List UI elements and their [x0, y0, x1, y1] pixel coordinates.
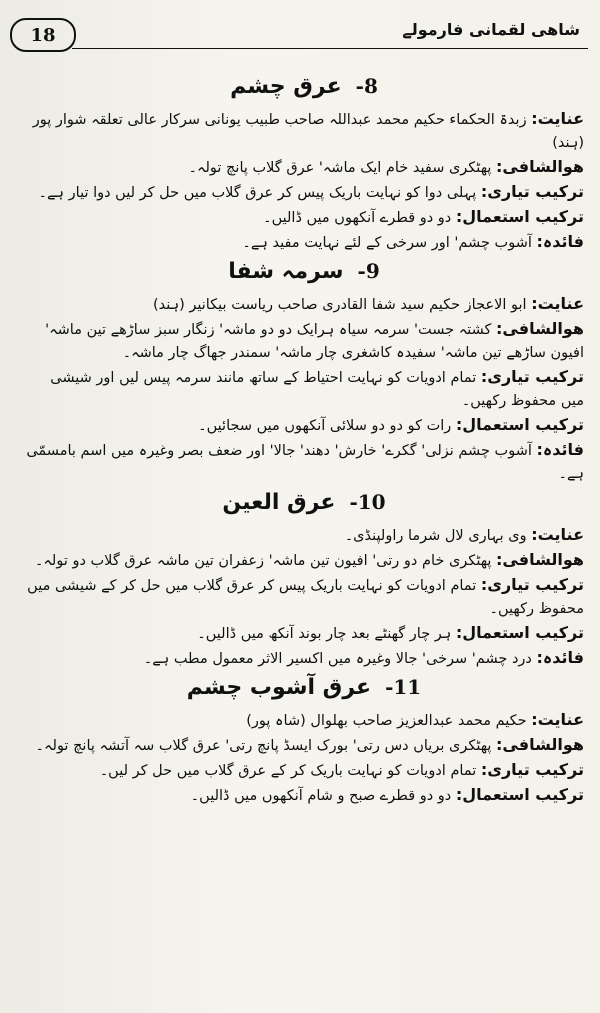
recipe-title: سرمہ شفا	[228, 259, 344, 284]
page-content	[24, 70, 584, 1003]
istemal-text: ہر چار گھنٹے بعد چار بوند آنکھ میں ڈالیں۔	[197, 626, 452, 642]
tarkeeb-text: تمام ادویات کو نہایت باریک کر کے عرق گلاب میں حل کر لیں۔	[99, 763, 477, 779]
hualshafi-label: هوالشافی:	[496, 157, 584, 176]
tarkeeb-label: ترکیب تیاری:	[480, 182, 584, 201]
recipe-number: 8-	[355, 74, 378, 98]
recipe-section	[24, 74, 584, 255]
faida-line	[24, 230, 584, 255]
hualshafi-text: پھٹکری خام دو رتی' افیون تین ماشہ' زعفران تین ماشہ عرق گلاب دو تولہ۔	[34, 553, 492, 569]
faida-line	[24, 646, 584, 671]
hualshafi-line	[24, 733, 584, 758]
faida-label: فائدہ:	[536, 648, 584, 667]
hualshafi-label: هوالشافی:	[496, 550, 584, 569]
hualshafi-label: هوالشافی:	[496, 319, 584, 338]
recipe-number: 11-	[385, 675, 422, 699]
inayat-text: حکیم محمد عبدالعزیز صاحب بھلوال (شاہ پور)	[246, 713, 527, 729]
hualshafi-line	[24, 155, 584, 180]
page-number: 18	[10, 18, 76, 52]
faida-text: درد چشم' سرخی' جالا وغیرہ میں اکسیر الاثر معمول مطب ہے۔	[143, 651, 532, 667]
recipe-heading	[24, 259, 584, 284]
hualshafi-text: پھٹکری سفید خام ایک ماشہ' عرق گلاب پانچ تولہ۔	[188, 160, 492, 176]
tarkeeb-text: تمام ادویات کو نہایت باریک پیس کر عرق گلاب میں حل کر کے شیشی میں محفوظ رکھیں۔	[27, 578, 584, 617]
hualshafi-text: پھٹکری بریاں دس رتی' بورک ایسڈ پانچ رتی' عرق گلاب سہ آتشہ پانچ تولہ۔	[35, 738, 492, 754]
inayat-line	[24, 292, 584, 317]
recipe-number: 10-	[349, 490, 386, 514]
istemal-line	[24, 413, 584, 438]
hualshafi-label: هوالشافی:	[496, 735, 584, 754]
istemal-line	[24, 783, 584, 808]
recipe-heading	[24, 675, 584, 700]
tarkeeb-label: ترکیب تیاری:	[480, 367, 584, 386]
faida-label: فائدہ:	[536, 232, 584, 251]
istemal-label: ترکیب استعمال:	[455, 785, 584, 804]
recipe-title: عرق العین	[222, 490, 336, 515]
recipe-number: 9-	[357, 259, 380, 283]
tarkeeb-label: ترکیب تیاری:	[480, 575, 584, 594]
faida-text: آشوب چشم' اور سرخی کے لئے نہایت مفید ہے۔	[242, 235, 532, 251]
recipe-section	[24, 259, 584, 486]
istemal-label: ترکیب استعمال:	[455, 207, 584, 226]
inayat-label: عنایت:	[531, 109, 584, 128]
book-title: شاهی لقمانی فارمولے	[402, 20, 580, 39]
istemal-line	[24, 205, 584, 230]
istemal-text: دو دو قطرے آنکھوں میں ڈالیں۔	[263, 210, 452, 226]
faida-label: فائدہ:	[536, 440, 584, 459]
tarkeeb-text: پہلی دوا کو نہایت باریک پیس کر عرق گلاب میں حل کر لیں دوا تیار ہے۔	[38, 185, 477, 201]
istemal-label: ترکیب استعمال:	[455, 623, 584, 642]
faida-text: آشوب چشم نزلی' گکرے' خارش' دھند' جالا' اور ضعف بصر وغیرہ میں اسم بامسمّی ہے۔	[26, 443, 584, 482]
inayat-line	[24, 107, 584, 155]
tarkeeb-line	[24, 180, 584, 205]
inayat-label: عنایت:	[531, 525, 584, 544]
tarkeeb-label: ترکیب تیاری:	[480, 760, 584, 779]
recipe-heading	[24, 74, 584, 99]
inayat-text: زبدۃ الحکماء حکیم محمد عبداللہ صاحب طبیب یونانی سرکار عالی تعلقہ شوار پور (ہند)	[32, 112, 584, 151]
tarkeeb-line	[24, 573, 584, 621]
inayat-text: وی بہاری لال شرما راولپنڈی۔	[344, 528, 527, 544]
tarkeeb-line	[24, 758, 584, 783]
page-header	[10, 18, 588, 62]
tarkeeb-text: تمام ادویات کو نہایت احتیاط کے ساتھ مانند سرمہ پیس لیں اور شیشی میں محفوظ رکھیں۔	[50, 370, 584, 409]
tarkeeb-line	[24, 365, 584, 413]
inayat-line	[24, 708, 584, 733]
header-rule	[72, 48, 588, 49]
inayat-text: ابو الاعجاز حکیم سید شفا القادری صاحب ریاست بیکانیر (ہند)	[152, 297, 527, 313]
hualshafi-line	[24, 548, 584, 573]
inayat-label: عنایت:	[531, 294, 584, 313]
istemal-text: دو دو قطرے صبح و شام آنکھوں میں ڈالیں۔	[190, 788, 452, 804]
recipe-heading	[24, 490, 584, 515]
istemal-label: ترکیب استعمال:	[455, 415, 584, 434]
recipe-section	[24, 675, 584, 808]
faida-line	[24, 438, 584, 486]
recipe-section	[24, 490, 584, 671]
hualshafi-line	[24, 317, 584, 365]
istemal-text: رات کو دو دو سلائی آنکھوں میں سجائیں۔	[198, 418, 452, 434]
istemal-line	[24, 621, 584, 646]
hualshafi-text: کشتہ جست' سرمہ سیاہ ہرایک دو دو ماشہ' زنگار سبز ساڑھے تین ماشہ' افیون ساڑھے تین ماشہ' سفیدہ کاشغری چار ماشہ' سمندر جھاگ چار ماشہ۔	[45, 322, 584, 361]
recipe-title: عرق آشوب چشم	[186, 675, 372, 700]
recipe-title: عرق چشم	[230, 74, 342, 99]
inayat-line	[24, 523, 584, 548]
inayat-label: عنایت:	[531, 710, 584, 729]
